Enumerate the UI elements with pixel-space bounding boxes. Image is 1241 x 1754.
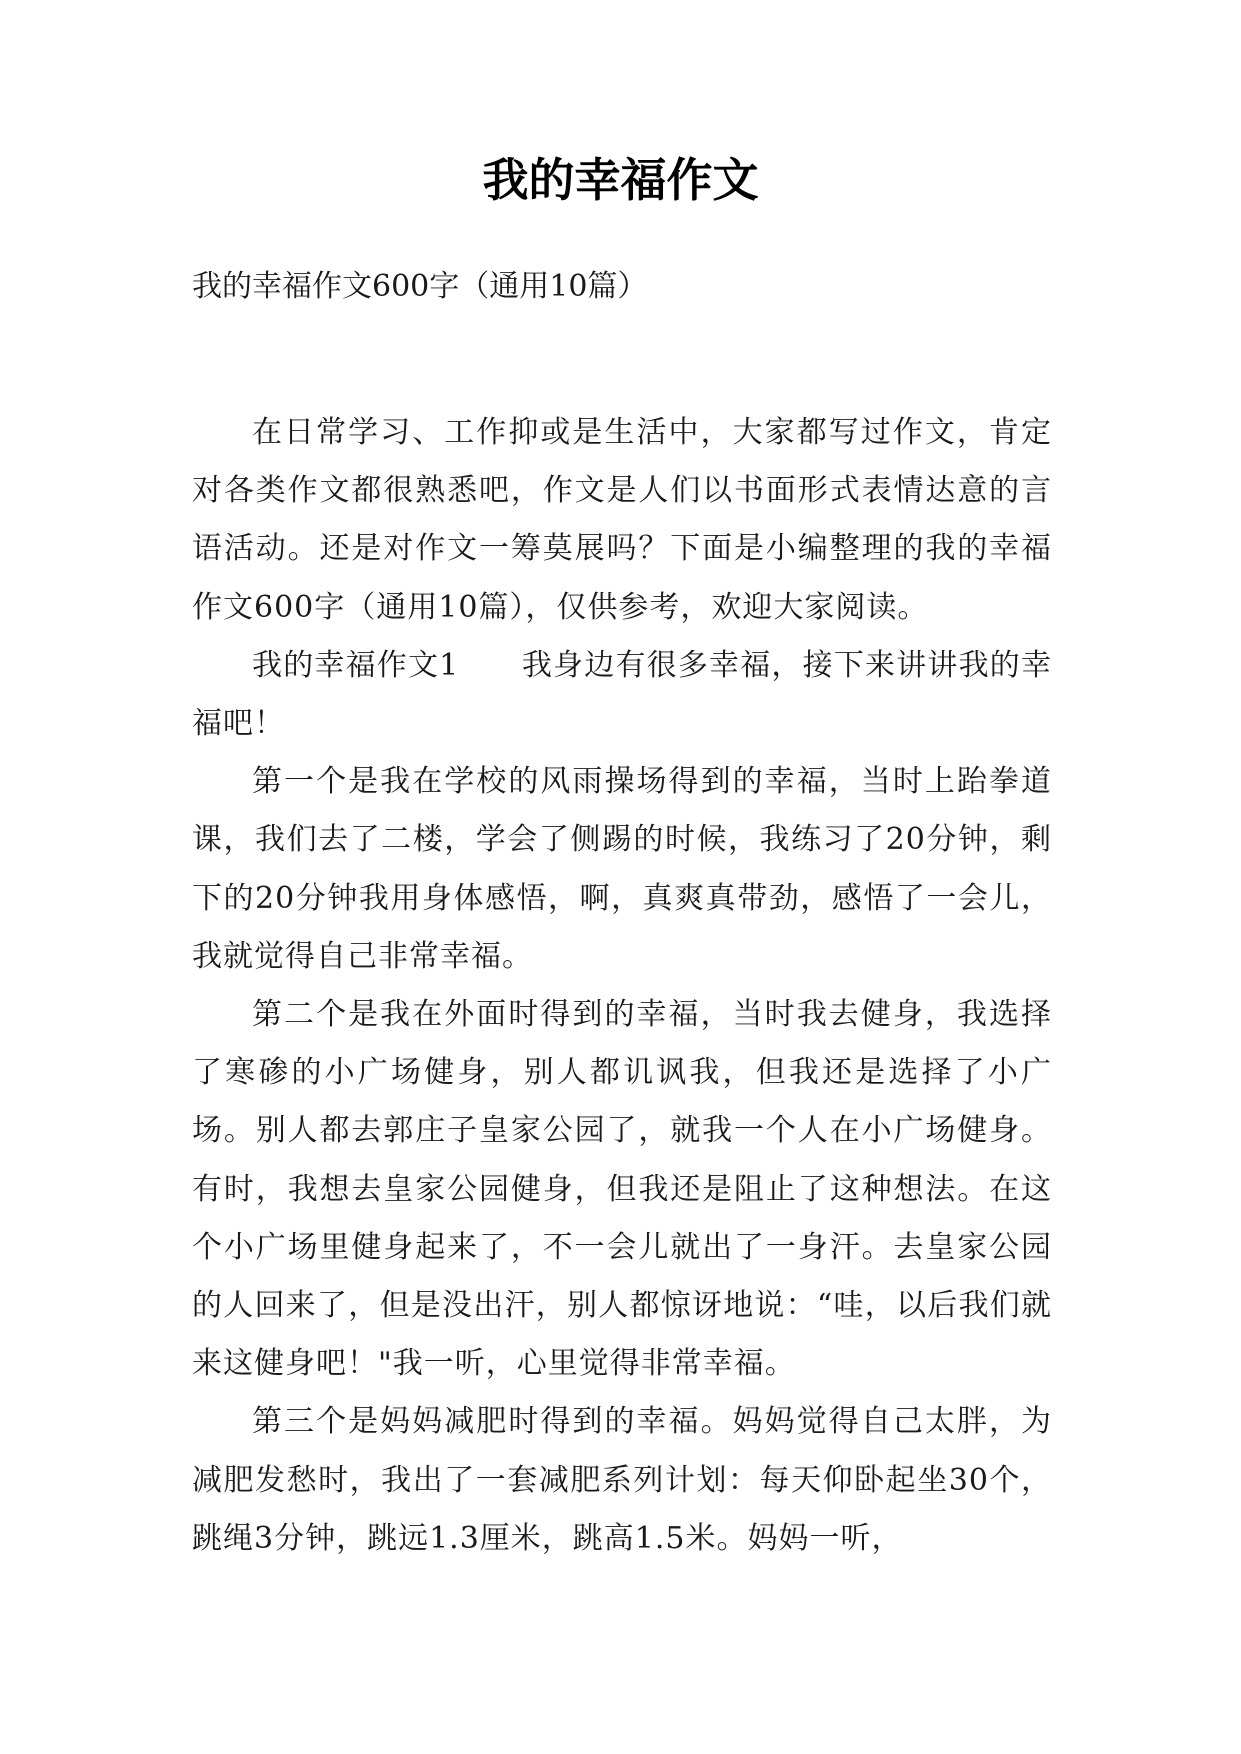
paragraph-first-happiness: 第一个是我在学校的风雨操场得到的幸福，当时上跆拳道课，我们去了二楼，学会了侧踢的时候，我练习了20分钟，剩下的20分钟我用身体感悟，啊，真爽真带劲，感悟了一会儿，我就觉得自己非常幸福。	[192, 764, 1052, 974]
paragraph-intro: 在日常学习、工作抑或是生活中，大家都写过作文，肯定对各类作文都很熟悉吧，作文是人们以书面形式表情达意的言语活动。还是对作文一筹莫展吗？下面是小编整理的我的幸福作文600字（通用10篇），仅供参考，欢迎大家阅读。	[192, 415, 1052, 625]
document-body	[192, 404, 1052, 1568]
document-subtitle: 我的幸福作文600字（通用10篇）	[192, 269, 648, 304]
document-title: 我的幸福作文	[482, 153, 759, 207]
paragraph-third-happiness: 第三个是妈妈减肥时得到的幸福。妈妈觉得自己太胖，为减肥发愁时，我出了一套减肥系列计划：每天仰卧起坐30个，跳绳3分钟，跳远1.3厘米，跳高1.5米。妈妈一听，	[192, 1404, 1052, 1556]
paragraph-essay-1-heading: 我的幸福作文1 我身边有很多幸福，接下来讲讲我的幸福吧！	[192, 647, 1052, 742]
paragraph-second-happiness: 第二个是我在外面时得到的幸福，当时我去健身，我选择了寒碜的小广场健身，别人都讥讽我，但我还是选择了小广场。别人都去郭庄子皇家公园了，就我一个人在小广场健身。有时，我想去皇家公园健身，但我还是阻止了这种想法。在这个小广场里健身起来了，不一会儿就出了一身汗。去皇家公园的人回来了，但是没出汗，别人都惊讶地说：“哇，以后我们就来这健身吧！"我一听，心里觉得非常幸福。	[192, 997, 1052, 1382]
